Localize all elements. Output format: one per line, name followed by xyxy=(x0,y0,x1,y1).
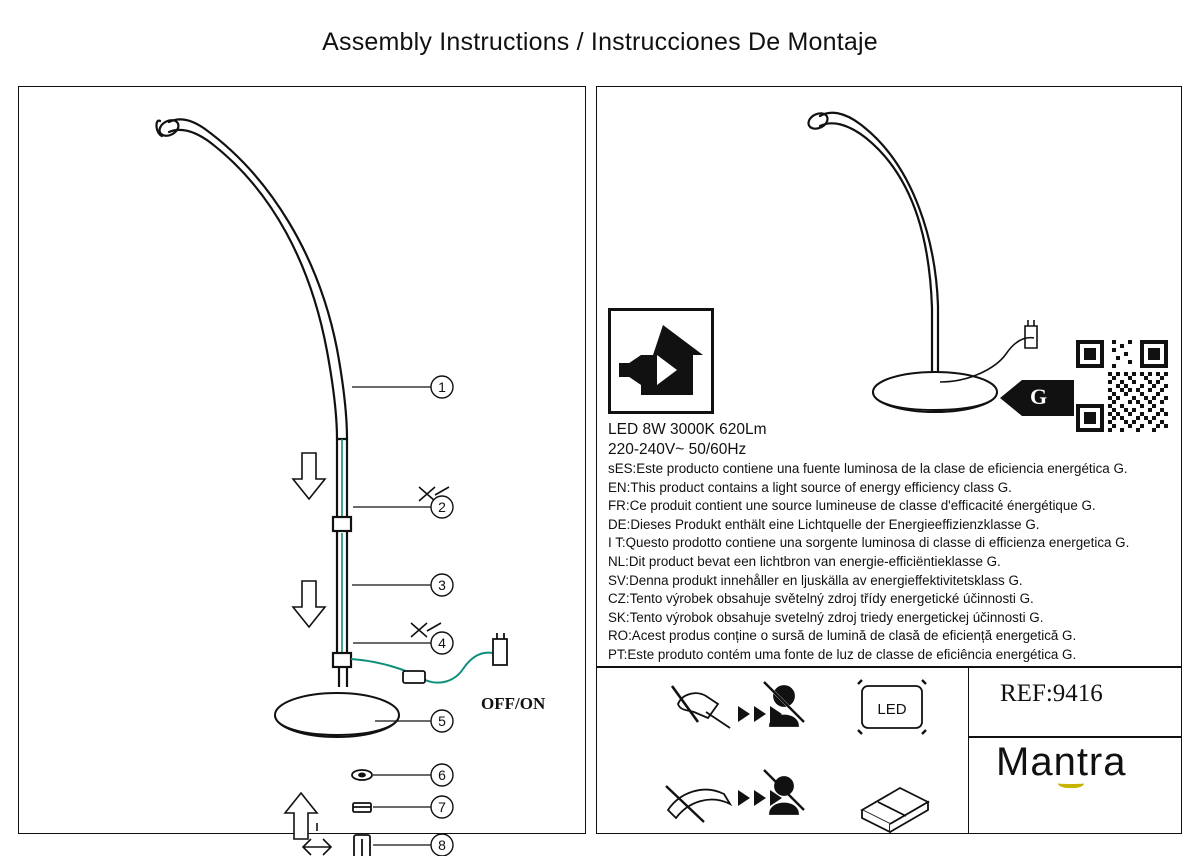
callout-1-label: 1 xyxy=(438,379,446,395)
energy-statement-de: DE:Dieses Produkt enthält eine Lichtquelle der Energieeffizienzklasse G. xyxy=(608,516,1040,532)
led-lamp-icon xyxy=(858,680,926,734)
no-hammer-icon xyxy=(672,686,730,728)
callout-2-label: 2 xyxy=(438,499,446,515)
spec-line-1: LED 8W 3000K 620Lm xyxy=(608,421,767,438)
callout-4-label: 4 xyxy=(438,635,446,651)
brand-name: Mantra xyxy=(996,740,1127,784)
qr-code-icon xyxy=(1076,340,1168,432)
callout-6-label: 6 xyxy=(438,767,446,783)
energy-statement-ro: RO:Acest produs conține o sursă de lumină de clasă de eficiență energetică G. xyxy=(608,628,1077,644)
brand-underline-arc xyxy=(1058,776,1084,788)
assembled-lamp-illustration xyxy=(820,96,1100,426)
energy-class-badge xyxy=(1000,378,1074,418)
page-title: Assembly Instructions / Instrucciones De Montaje xyxy=(322,28,878,56)
assembly-diagram-svg xyxy=(19,87,584,853)
brand-logo xyxy=(996,740,1127,785)
svg-text:LED: LED xyxy=(877,701,907,718)
reference-code: REF:9416 xyxy=(1000,680,1103,707)
ref-brand-divider xyxy=(968,736,1182,738)
energy-statement-nl: NL:Dit product bevat een lichtbron van energie-efficiëntieklasse G. xyxy=(608,553,1001,569)
energy-statement-en: EN:This product contains a light source of energy efficiency class G. xyxy=(608,479,1012,495)
energy-statement-fr: FR:Ce produit contient une source lumineuse de classe d'efficacité énergétique G. xyxy=(608,498,1096,514)
energy-class-letter: G xyxy=(1030,384,1048,409)
energy-statement-it: I T:Questo prodotto contiene una sorgente luminosa di classe di efficienza energetica G. xyxy=(608,535,1130,551)
callout-3-label: 3 xyxy=(438,577,446,593)
flat-box-icon xyxy=(862,788,928,832)
handling-pictograms xyxy=(660,678,960,830)
spec-text-block xyxy=(608,420,1182,665)
spec-line-2: 220-240V~ 50/60Hz xyxy=(608,441,747,458)
callout-5-label: 5 xyxy=(438,713,446,729)
house-arrow-icon xyxy=(608,308,714,414)
off-on-switch-label: OFF/ON xyxy=(481,694,546,713)
energy-statement-cz: CZ:Tento výrobek obsahuje světelný zdroj třídy energetické účinnosti G. xyxy=(608,591,1034,607)
energy-statement-sv: SV:Denna produkt innehåller en ljuskälla av energieffektivitetsklass G. xyxy=(608,572,1023,588)
arrow-triple-icon xyxy=(738,790,782,806)
no-bend-tube-icon xyxy=(666,786,730,822)
assembly-diagram-panel xyxy=(18,86,586,853)
callout-7-label: 7 xyxy=(438,799,446,815)
energy-statement-pt: PT:Este produto contém uma fonte de luz de classe de eficiência energética G. xyxy=(608,646,1077,662)
energy-statement-es: sES:Este producto contiene una fuente luminosa de la clase de eficiencia energética G. xyxy=(608,461,1128,476)
callout-8-label: 8 xyxy=(438,837,446,853)
energy-statement-sk: SK:Tento výrobok obsahuje svetelný zdroj triedy energetickej účinnosti G. xyxy=(608,609,1044,625)
